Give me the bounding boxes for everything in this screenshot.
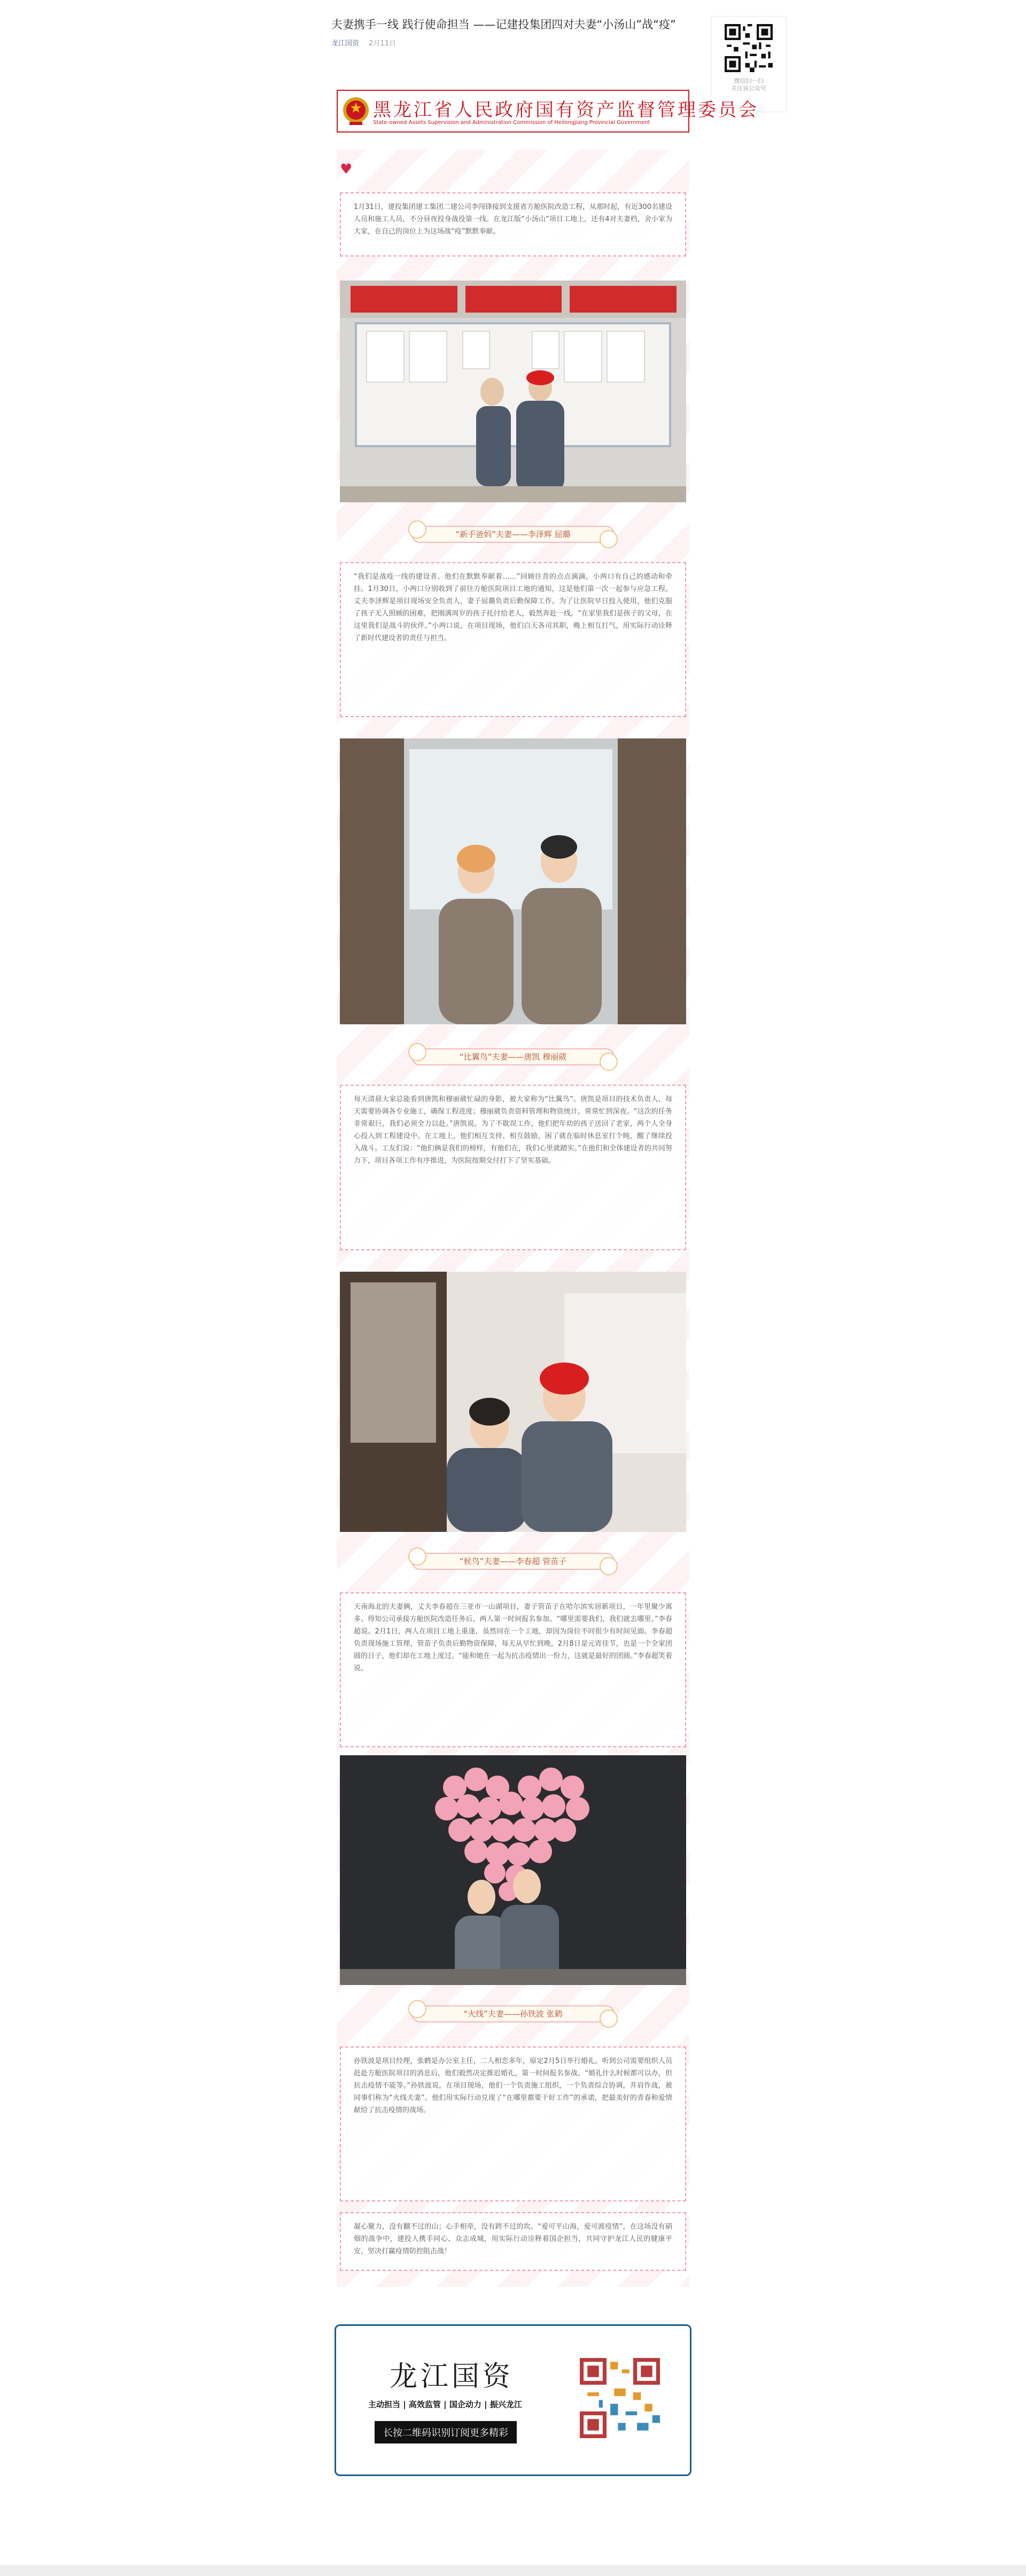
subscribe-card[interactable] (335, 2324, 691, 2476)
intro-paragraph (340, 192, 686, 256)
banner-title-en: State-owned Assets Supervision and Administration Commission of Heilongjiang Provincial Government (373, 120, 650, 126)
photo-couple-4 (340, 1755, 686, 1985)
section-body-4 (340, 2046, 686, 2201)
section-title-4: “火线”夫妻——孙铁波 张鹤 (411, 2005, 615, 2022)
section-text-3: 天南海北的夫妻俩，丈夫李春超在三亚市一山湖项目，妻子管苗子在哈尔滨实居新项目，一年里聚少离多。得知公司承接方舱医院改造任务后，两人第一时间报名参加。“哪里需要我们，我们就去哪里。”李春超说。2月1日，两人在项目工地上重逢，虽然同在一个工地，却因为岗位不同很少有时间见面。李春超负责现场施工管理，管苗子负责后勤物资保障，每天从早忙到晚。2月8日是元宵佳节，也是一个全家团圆的日子，他们却在工地上度过。“能和她在一起为抗击疫情出一份力，这就是最好的团圆。”李春超笑着说。 (354, 1603, 672, 1672)
section-text-4: 孙铁波是项目经理，张鹤是办公室主任，二人相恋多年，原定2月5日举行婚礼。听到公司需要组织人员赶赴方舱医院项目的消息后，他们毅然决定推迟婚礼，第一时间报名参战。“婚礼什么时候都可以办，但抗击疫情不能等。”孙铁波说。在项目现场，他们一个负责施工组织，一个负责综合协调，并肩作战，被同事们称为“火线夫妻”。他们用实际行动兑现了“在哪里都要干好工作”的承诺，把最美好的青春和爱情献给了抗击疫情的战场。 (354, 2057, 672, 2114)
sasac-banner (337, 90, 759, 133)
heart-icon: ♥ (340, 161, 353, 177)
section-text-2: 每天清晨大家总能看到唐凯和穆丽葳忙碌的身影，被大家称为“比翼鸟”。唐凯是项目的技术负责人，每天需要协调各专业施工，确保工程进度；穆丽葳负责资料管理和物资统计，常常忙到深夜。“这次的任务非常艰巨，我们必须全力以赴。”唐凯说。为了不耽误工作，他们把年幼的孩子送回了老家，两个人全身心投入到工程建设中。在工地上，他们相互支持、相互鼓励，困了就在临时休息室打个盹，醒了继续投入战斗。工友们说：“他们俩是我们的榜样，有他们在，我们心里就踏实。”在他们和全体建设者的共同努力下，项目各项工作有序推进，为医院按期交付打下了坚实基础。 (354, 1095, 672, 1165)
footer-tags: 主动担当 | 高效监管 | 国企动力 | 振兴龙江 (368, 2400, 522, 2409)
subscribe-cta[interactable]: 长按二维码识别订阅更多精彩 (375, 2421, 517, 2443)
photo-couple-2 (340, 738, 686, 1024)
account-link[interactable]: 龙江国资 (331, 40, 360, 48)
closing-text: 凝心聚力，没有翻不过的山；心手相牵，没有跨不过的坎。“爱可平山海，爱可渡疫情”，在这场没有硝烟的战争中，建投人携手同心、众志成城，用实际行动诠释着国企担当，共同守护龙江人民的健康平安，坚决打赢疫情防控阻击战！ (354, 2223, 672, 2255)
section-title-2: “比翼鸟”夫妻——唐凯 穆丽葳 (411, 1048, 615, 1065)
banner-title-cn: 黑龙江省人民政府国有资产监督管理委员会 (373, 99, 759, 121)
article-meta (331, 37, 705, 48)
photo-couple-3 (340, 1272, 686, 1532)
section-body-3 (340, 1592, 686, 1747)
closing-paragraph (340, 2212, 686, 2271)
photo-couple-1 (340, 281, 686, 502)
section-title-3: “候鸟”夫妻——李春超 管苗子 (411, 1553, 615, 1570)
national-emblem-icon (342, 96, 370, 126)
qr-code-icon (725, 24, 773, 72)
footer-logo: 龙江国资 (390, 2361, 514, 2393)
article-title: 夫妻携手一线 践行使命担当 ——记建投集团四对夫妻“小汤山”战“疫” (331, 18, 676, 31)
subscribe-qr-icon (580, 2358, 660, 2438)
section-text-1: “我们是战疫一线的建设者、他们在默默奉献着……”回顾往昔的点点滴滴，小两口有自己的感动和牵挂。1月30日，小两口分别收到了前往方舱医院项目工地的通知，这是他们第一次一起参与应急工程。丈夫李泽辉是项目现场安全负责人，妻子屈璐负责后勤保障工作。为了让医院早日投入使用，他们克服了孩子无人照顾的困难，把刚满周岁的孩子托付给老人，毅然奔赴一线。“在家里我们是孩子的父母，在这里我们是战斗的伙伴。”小两口说。在项目现场，他们白天各司其职，晚上相互打气，用实际行动诠释了新时代建设者的责任与担当。 (354, 573, 672, 642)
section-body-1 (340, 562, 686, 717)
section-body-2 (340, 1085, 686, 1250)
article-header (331, 16, 705, 48)
intro-text: 1月31日，建投集团建工集团二建公司李闯锋接到支援省方舱医院改造工程，从那时起，有近300名建设人员和施工人员，不分昼夜投身战役第一线。在龙江版“小汤山”项目工地上，还有4对夫妻档，舍小家为大家，在自己的岗位上为这场战“疫”默默奉献。 (354, 203, 672, 236)
qr-caption: 微信扫一扫 关注该公众号 (731, 77, 766, 92)
page-bottom-strip (0, 2565, 1026, 2576)
publish-date: 2月11日 (369, 40, 396, 48)
section-title-1: “新手爸妈”夫妻——李泽辉 屈璐 (411, 526, 615, 543)
